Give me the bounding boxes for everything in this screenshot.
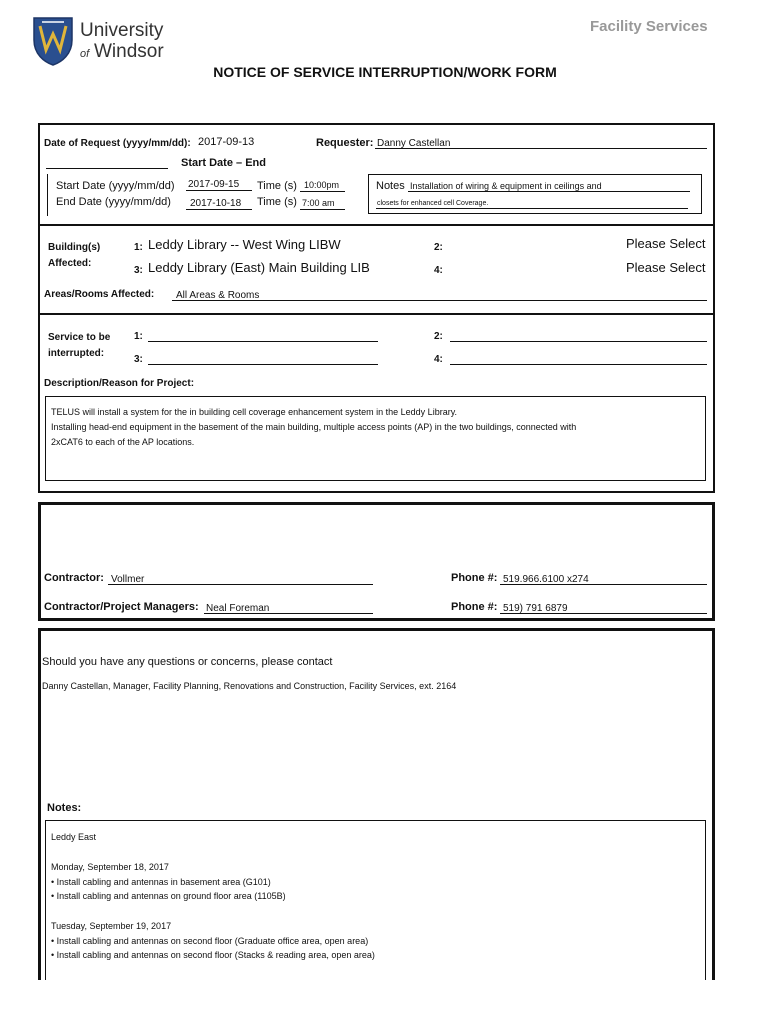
form-title: NOTICE OF SERVICE INTERRUPTION/WORK FORM	[213, 64, 557, 80]
contact-person-line: Danny Castellan, Manager, Facility Planning, Renovations and Construction, Facility Services, ext. 2164	[42, 681, 457, 691]
section-divider	[40, 224, 713, 226]
service-1-field[interactable]	[148, 341, 378, 342]
building-1-select[interactable]: Leddy Library -- West Wing LIBW	[148, 237, 341, 252]
service-label-line2: interrupted:	[48, 348, 105, 359]
contractor-value[interactable]: Vollmer	[111, 574, 145, 585]
description-label: Description/Reason for Project:	[44, 378, 195, 389]
phone-1-label: Phone #:	[451, 572, 498, 584]
description-line3: 2xCAT6 to each of the AP locations.	[51, 437, 195, 447]
notes-day-1-item-1: • Install cabling and antennas in basement area (G101)	[51, 877, 271, 887]
phone-1-value[interactable]: 519.966.6100 x274	[503, 574, 589, 585]
request-notes-line1[interactable]: Installation of wiring & equipment in ceilings and	[410, 181, 602, 191]
building-3-number: 3:	[134, 265, 143, 276]
notes-day-2-item-2: • Install cabling and antennas on second floor (Stacks & reading area, open area)	[51, 950, 375, 960]
end-time-underline	[300, 209, 345, 210]
phone-2-label: Phone #:	[451, 601, 498, 613]
service-3-number: 3:	[134, 354, 143, 365]
contact-question: Should you have any questions or concerns, please contact	[42, 656, 333, 668]
start-time-value[interactable]: 10:00pm	[304, 180, 340, 190]
service-label-line1: Service to be	[48, 332, 111, 343]
phone-1-underline	[500, 584, 707, 585]
notes-day-2-item-1: • Install cabling and antennas on second floor (Graduate office area, open area)	[51, 936, 369, 946]
buildings-label-line1: Building(s)	[48, 242, 101, 253]
university-logo	[32, 14, 172, 70]
notes-day-1: Monday, September 18, 2017	[51, 862, 169, 872]
request-notes-line2[interactable]: closets for enhanced cell Coverage.	[377, 200, 489, 207]
service-2-field[interactable]	[450, 341, 707, 342]
start-date-value[interactable]: 2017-09-15	[188, 179, 240, 190]
end-date-underline	[186, 209, 252, 210]
service-1-number: 1:	[134, 331, 143, 342]
request-notes-underline2	[376, 208, 688, 209]
start-time-underline	[300, 191, 345, 192]
service-4-number: 4:	[434, 354, 443, 365]
contractor-underline	[108, 584, 373, 585]
service-3-field[interactable]	[148, 364, 378, 365]
requester-value[interactable]: Danny Castellan	[377, 138, 451, 149]
start-end-heading: Start Date – End	[181, 157, 266, 169]
project-manager-label: Contractor/Project Managers:	[44, 601, 199, 613]
description-line1: TELUS will install a system for the in building cell coverage enhancement system in the Leddy Library.	[51, 407, 458, 417]
areas-rooms-label: Areas/Rooms Affected:	[44, 289, 155, 300]
contractor-label: Contractor:	[44, 572, 104, 584]
logo-word-of: of	[80, 48, 90, 60]
requester-underline	[375, 148, 707, 149]
project-manager-underline	[204, 613, 373, 614]
logo-word-university: University	[80, 20, 164, 41]
service-4-field[interactable]	[450, 364, 707, 365]
phone-2-value[interactable]: 519) 791 6879	[503, 603, 568, 614]
start-date-underline	[186, 190, 252, 191]
logo-word-windsor: Windsor	[94, 41, 164, 62]
date-of-request-value[interactable]: 2017-09-13	[198, 136, 255, 148]
end-time-label: Time (s)	[257, 196, 297, 208]
building-4-number: 4:	[434, 265, 443, 276]
notes-day-1-item-2: • Install cabling and antennas on ground floor area (1105B)	[51, 891, 286, 901]
request-notes-underline1	[408, 191, 690, 192]
requester-label: Requester:	[316, 137, 374, 149]
blank-underline	[46, 168, 168, 169]
end-date-label: End Date (yyyy/mm/dd)	[56, 196, 171, 208]
building-4-select[interactable]: Please Select	[626, 260, 706, 275]
section-divider-2	[40, 313, 713, 315]
notes-label: Notes:	[47, 802, 82, 814]
notes-day-2: Tuesday, September 19, 2017	[51, 921, 172, 931]
notes-heading: Leddy East	[51, 832, 97, 842]
date-of-request-label: Date of Request (yyyy/mm/dd):	[44, 138, 191, 149]
end-time-value[interactable]: 7:00 am	[302, 198, 335, 208]
building-1-number: 1:	[134, 242, 143, 253]
project-manager-value[interactable]: Neal Foreman	[206, 603, 270, 614]
areas-rooms-value[interactable]: All Areas & Rooms	[176, 290, 260, 301]
end-date-value[interactable]: 2017-10-18	[190, 198, 242, 209]
buildings-label-line2: Affected:	[48, 258, 92, 269]
start-time-label: Time (s)	[257, 180, 297, 192]
building-2-select[interactable]: Please Select	[626, 236, 706, 251]
areas-rooms-underline	[172, 300, 707, 301]
service-2-number: 2:	[434, 331, 443, 342]
department-name: Facility Services	[590, 18, 708, 35]
description-line2: Installing head-end equipment in the basement of the main building, multiple access points (AP) in the two buildings, connected with	[51, 422, 577, 432]
building-3-select[interactable]: Leddy Library (East) Main Building LIB	[148, 260, 370, 275]
university-shield-icon	[32, 14, 74, 66]
start-date-label: Start Date (yyyy/mm/dd)	[56, 180, 175, 192]
request-notes-label: Notes	[376, 180, 405, 192]
building-2-number: 2:	[434, 242, 443, 253]
phone-2-underline	[500, 613, 707, 614]
